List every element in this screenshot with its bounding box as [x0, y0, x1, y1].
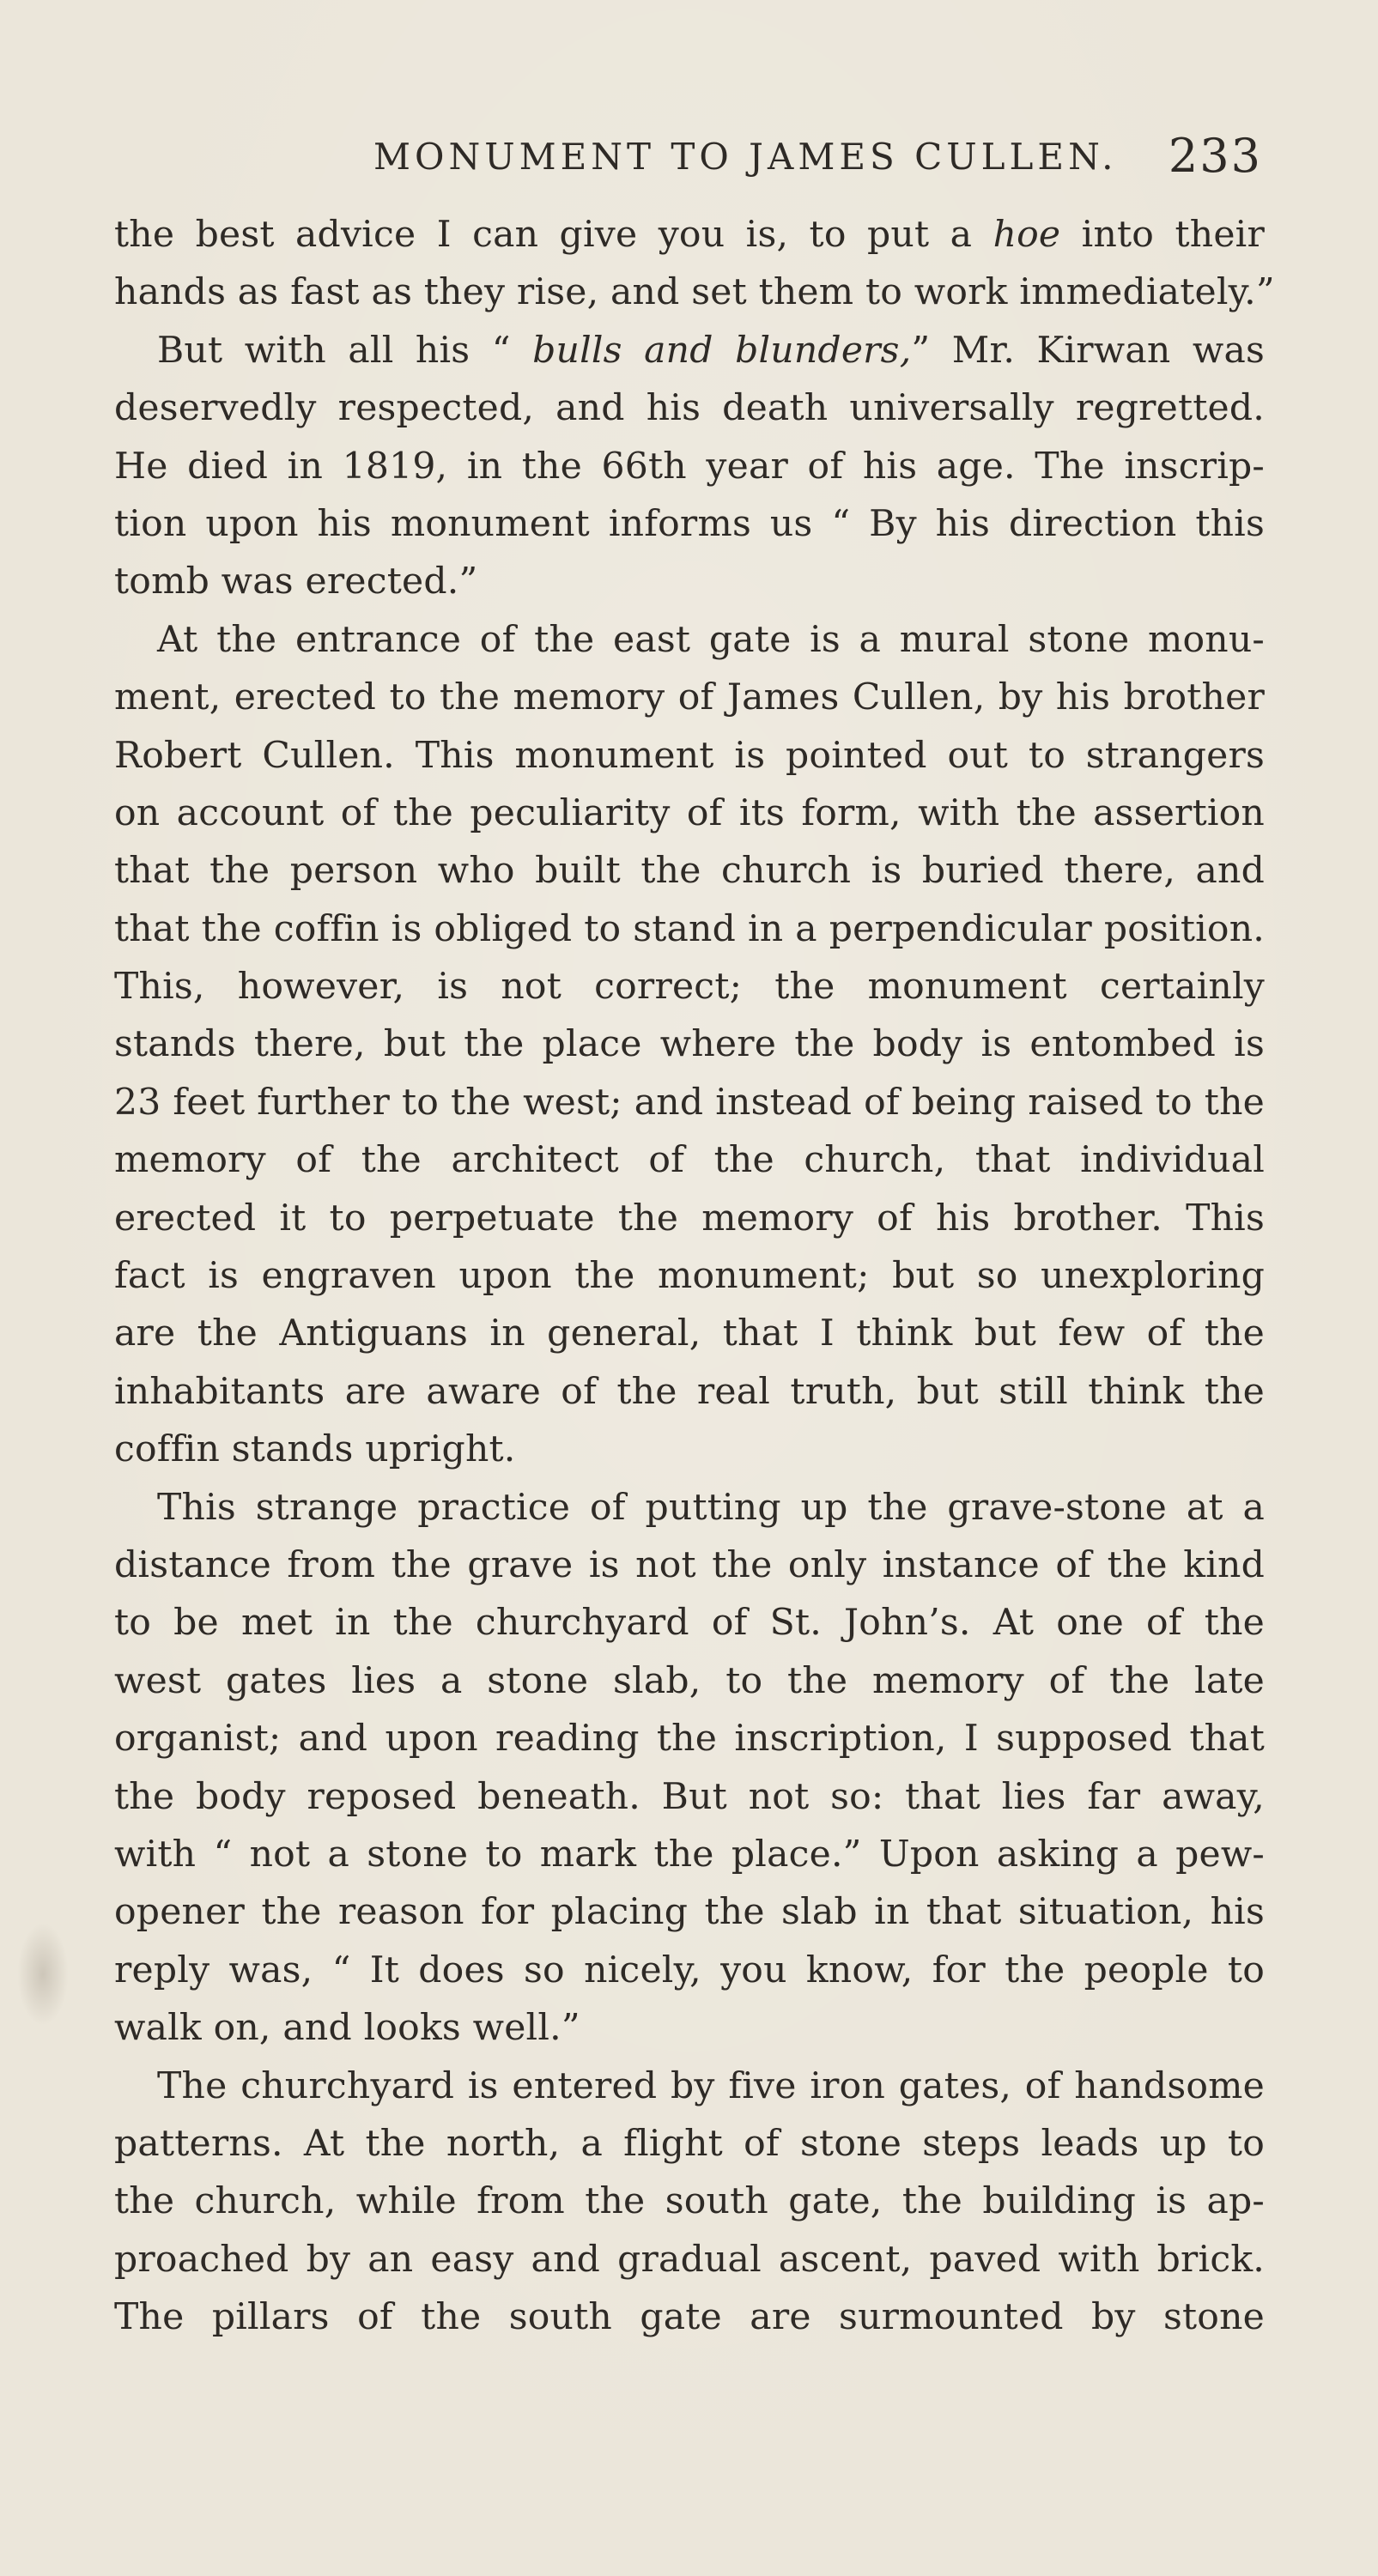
text-line — [114, 1131, 1265, 1189]
text-segment: Robert Cullen. This monument is pointed out to strangers — [114, 734, 1265, 777]
text-segment: reply was, “ It does so nicely, you know, for the people to — [114, 1949, 1265, 1991]
text-segment: inhabitants are aware of the real truth, but still think the — [114, 1370, 1265, 1413]
text-segment: to be met in the churchyard of St. John’s. At one of the — [114, 1602, 1265, 1645]
text-line — [114, 1594, 1265, 1652]
text-line — [114, 1479, 1265, 1537]
text-segment: the church, while from the south gate, the building is ap- — [114, 2180, 1265, 2223]
text-segment: that the person who built the church is buried there, and — [114, 850, 1265, 893]
text-line — [114, 379, 1265, 437]
text-segment: walk on, and looks well.” — [114, 2007, 580, 2050]
text-line — [114, 322, 1265, 379]
text-segment: fact is engraven upon the monument; but so unexploring — [114, 1255, 1265, 1298]
text-segment: stands there, but the place where the body is entombed is — [114, 1023, 1265, 1066]
text-line — [114, 1826, 1265, 1883]
text-segment: deservedly respected, and his death universally regretted. — [114, 387, 1265, 430]
text-line — [114, 1421, 1265, 1478]
text-segment: tion upon his monument informs us “ By his direction this — [114, 502, 1265, 545]
text-segment: with “ not a stone to mark the place.” Upon asking a pew- — [114, 1833, 1265, 1876]
text-segment: This strange practice of putting up the grave-stone at a — [157, 1486, 1265, 1529]
text-segment: This, however, is not correct; the monument certainly — [114, 966, 1265, 1009]
text-segment: the best advice I can give you is, to put a — [114, 214, 993, 256]
text-segment: tomb was erected.” — [114, 561, 478, 603]
text-line — [114, 206, 1265, 264]
page-header — [94, 129, 1262, 189]
text-segment: 23 feet further to the west; and instead of being raised to the — [114, 1081, 1265, 1124]
text-line — [114, 2058, 1265, 2115]
text-line — [114, 958, 1265, 1015]
text-segment: distance from the grave is not the only instance of the kind — [114, 1543, 1265, 1586]
text-line — [114, 785, 1265, 842]
page-number: 233 — [1168, 129, 1262, 183]
text-segment: organist; and upon reading the inscription, I supposed that — [114, 1718, 1265, 1761]
text-line — [114, 1015, 1265, 1073]
text-segment: He died in 1819, in the 66th year of his age. The inscrip- — [114, 445, 1265, 488]
text-line — [114, 2288, 1265, 2346]
text-segment: proached by an easy and gradual ascent, paved with brick. — [114, 2238, 1265, 2281]
text-line — [114, 438, 1265, 495]
text-line — [114, 1190, 1265, 1247]
text-segment: into their — [1060, 214, 1265, 256]
text-line — [114, 842, 1265, 900]
text-line — [114, 1768, 1265, 1826]
text-line — [114, 1247, 1265, 1305]
text-segment: patterns. At the north, a flight of stone steps leads up to — [114, 2122, 1265, 2165]
text-line — [114, 611, 1265, 669]
text-line — [114, 1074, 1265, 1131]
text-segment: memory of the architect of the church, that individual — [114, 1139, 1265, 1182]
text-line — [114, 1305, 1265, 1362]
text-line — [114, 1999, 1265, 2057]
text-line — [114, 1537, 1265, 1594]
text-segment: hands as fast as they rise, and set them to work immediately.” — [114, 271, 1275, 314]
text-segment: The pillars of the south gate are surmounted by stone — [114, 2296, 1265, 2339]
text-line — [114, 1363, 1265, 1421]
text-line — [114, 1942, 1265, 1999]
italic-text: hoe — [993, 214, 1061, 256]
text-line — [114, 2173, 1265, 2230]
text-segment: opener the reason for placing the slab in that situation, his — [114, 1891, 1265, 1934]
text-line — [114, 495, 1265, 553]
text-line — [114, 2115, 1265, 2173]
text-line — [114, 727, 1265, 785]
text-segment: west gates lies a stone slab, to the memory of the late — [114, 1659, 1265, 1702]
text-segment: that the coffin is obliged to stand in a perpendicular position. — [114, 907, 1265, 950]
text-line — [114, 264, 1275, 321]
text-line — [114, 900, 1265, 958]
text-line — [114, 1883, 1265, 1941]
text-segment: on account of the peculiarity of its form, with the assertion — [114, 791, 1265, 834]
text-line — [114, 2231, 1265, 2288]
text-segment: ” Mr. Kirwan was — [911, 329, 1265, 372]
italic-text: bulls and blunders, — [532, 329, 912, 372]
text-segment: erected it to perpetuate the memory of his brother. This — [114, 1197, 1265, 1240]
text-segment: The churchyard is entered by five iron gates, of handsome — [157, 2064, 1265, 2107]
text-segment: are the Antiguans in general, that I think but few of the — [114, 1312, 1265, 1355]
text-segment: ment, erected to the memory of James Cullen, by his brother — [114, 676, 1265, 719]
text-segment: But with all his “ — [157, 329, 533, 372]
body-text — [114, 206, 1275, 2346]
text-segment: coffin stands upright. — [114, 1428, 516, 1471]
text-line — [114, 1652, 1265, 1710]
text-line — [114, 553, 1265, 610]
running-head: MONUMENT TO JAMES CULLEN. — [373, 136, 1118, 178]
margin-smudge — [17, 1923, 69, 2026]
text-line — [114, 669, 1265, 726]
text-segment: At the entrance of the east gate is a mural stone monu- — [157, 618, 1265, 661]
text-segment: the body reposed beneath. But not so: that lies far away, — [114, 1775, 1265, 1818]
text-line — [114, 1710, 1265, 1767]
